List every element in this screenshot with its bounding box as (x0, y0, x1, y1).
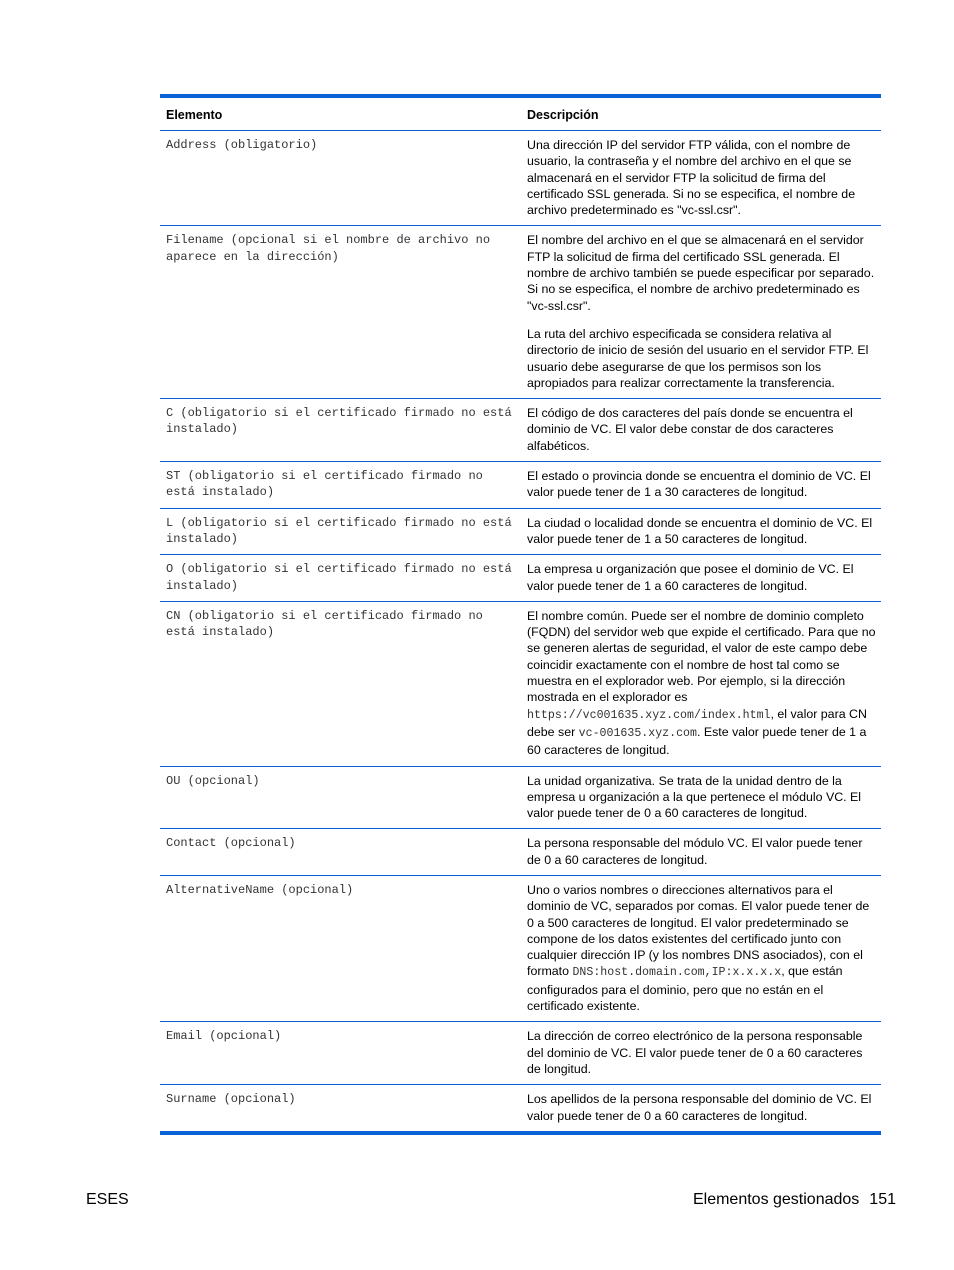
description-paragraph: La persona responsable del módulo VC. El valor puede tener de 0 a 60 caracteres de longitud. (527, 836, 863, 867)
element-description (521, 1085, 881, 1131)
element-description (521, 829, 881, 875)
footer-page-info (693, 1191, 896, 1209)
element-description (521, 462, 881, 508)
header-descripcion: Descripción (527, 108, 599, 122)
header-elemento: Elemento (166, 108, 223, 122)
element-description (521, 131, 881, 225)
code-example-url: https://vc001635.xyz.com/index.html (527, 708, 771, 722)
description-paragraph: Una dirección IP del servidor FTP válida, con el nombre de usuario, la contraseña y el nombre del archivo en el que se almacenará en el servidor FTP la solicitud de firma del certificado SSL generada. Si no se especifica, el nombre de archivo predeterminado es "vc-ssl.csr". (527, 138, 856, 218)
table-row (160, 461, 881, 508)
element-name: ST (obligatorio si el certificado firmado no está instalado) (166, 469, 483, 500)
table-row (160, 508, 881, 555)
table-row (160, 225, 881, 398)
element-name: Address (obligatorio) (166, 138, 318, 152)
table-row (160, 828, 881, 875)
table-row (160, 875, 881, 1021)
table-row (160, 398, 881, 461)
element-name: OU (opcional) (166, 773, 260, 788)
description-text: , el valor para CN debe ser (527, 706, 867, 739)
footer-language-code: ESES (86, 1191, 129, 1208)
element-description (521, 1022, 881, 1084)
description-paragraph: El código de dos caracteres del país donde se encuentra el dominio de VC. El valor debe constar de dos caracteres alfabéticos. (527, 406, 853, 453)
element-description (521, 602, 881, 766)
description-text: . Este valor puede tener de 1 a 60 caracteres de longitud. (527, 724, 867, 758)
element-description (521, 509, 881, 555)
element-name: AlternativeName (opcional) (166, 882, 354, 897)
description-paragraph: La dirección de correo electrónico de la persona responsable del dominio de VC. El valor puede tener de 0 a 60 caracteres de longitud. (527, 1029, 863, 1076)
description-paragraph: El estado o provincia donde se encuentra el dominio de VC. El valor puede tener de 1 a 30 caracteres de longitud. (527, 469, 871, 500)
table-row (160, 130, 881, 225)
code-example-format: DNS:host.domain.com,IP:x.x.x.x (572, 966, 782, 980)
description-text: El nombre común. Puede ser el nombre de dominio completo (FQDN) del servidor web que expide el certificado. Para que no se generen alertas de seguridad, el valor de este campo debe coincidir exactamente con el nombre de host tal como se muestra en el explorador web. Por ejemplo, si la dirección mostrada en el explorador es (527, 608, 876, 705)
description-text: Uno o varios nombres o direcciones alternativos para el dominio de VC, separados por comas. El valor puede tener de 0 a 500 caracteres de longitud. El valor predeterminado se compone de los datos existentes del certificado junto con cualquier dirección IP (y los nombres DNS asociados), con el formato (527, 882, 870, 979)
description-paragraph: La ruta del archivo especificada se considera relativa al directorio de inicio de sesión del usuario en el servidor FTP. El usuario debe asegurarse de que los permisos son los apropiados para realizar correctamente la transferencia. (527, 326, 869, 390)
description-paragraph: Los apellidos de la persona responsable del dominio de VC. El valor puede tener de 0 a 60 caracteres de longitud. (527, 1092, 872, 1123)
table-row (160, 1084, 881, 1131)
element-name: O (obligatorio si el certificado firmado no está instalado) (166, 562, 512, 593)
description-paragraph: La unidad organizativa. Se trata de la unidad dentro de la empresa u organización a la que pertenece el módulo VC. El valor puede tener de 0 a 60 caracteres de longitud. (527, 773, 862, 821)
element-name: L (obligatorio si el certificado firmado no está instalado) (166, 515, 512, 546)
table-row (160, 554, 881, 601)
page-number: 151 (869, 1191, 896, 1208)
element-description (521, 767, 881, 829)
element-description (521, 555, 881, 601)
table-row (160, 766, 881, 829)
element-description (521, 876, 881, 1021)
elements-table (160, 94, 881, 1135)
table-row (160, 1021, 881, 1084)
description-paragraph: La empresa u organización que posee el dominio de VC. El valor puede tener de 1 a 60 caracteres de longitud. (527, 562, 854, 593)
element-name: Email (opcional) (166, 1029, 282, 1044)
table-header-row (160, 98, 881, 130)
description-text: , que están configurados para el dominio, pero que no están en el certificado existente. (527, 964, 843, 1014)
element-description (521, 399, 881, 461)
description-paragraph: El nombre del archivo en el que se almacenará en el servidor FTP la solicitud de firma del certificado SSL generada. El nombre de archivo también se puede especificar por separado. Si no se especifica, el nombre de archivo predeterminado es "vc-ssl.csr". (527, 233, 875, 313)
table-row (160, 601, 881, 766)
element-name: Filename (opcional si el nombre de archivo no aparece en la dirección) (166, 233, 491, 264)
element-name: CN (obligatorio si el certificado firmado no está instalado) (166, 608, 483, 640)
description-paragraph (527, 882, 877, 1014)
code-example-cn: vc-001635.xyz.com (578, 726, 697, 740)
description-paragraph (527, 608, 877, 759)
description-paragraph: La ciudad o localidad donde se encuentra el dominio de VC. El valor puede tener de 1 a 50 caracteres de longitud. (527, 515, 873, 546)
element-name: Contact (opcional) (166, 836, 296, 851)
element-name: Surname (opcional) (166, 1092, 296, 1107)
element-description (521, 226, 881, 398)
footer-section-title: Elementos gestionados (692, 1191, 860, 1208)
element-name: C (obligatorio si el certificado firmado no está instalado) (166, 406, 512, 437)
